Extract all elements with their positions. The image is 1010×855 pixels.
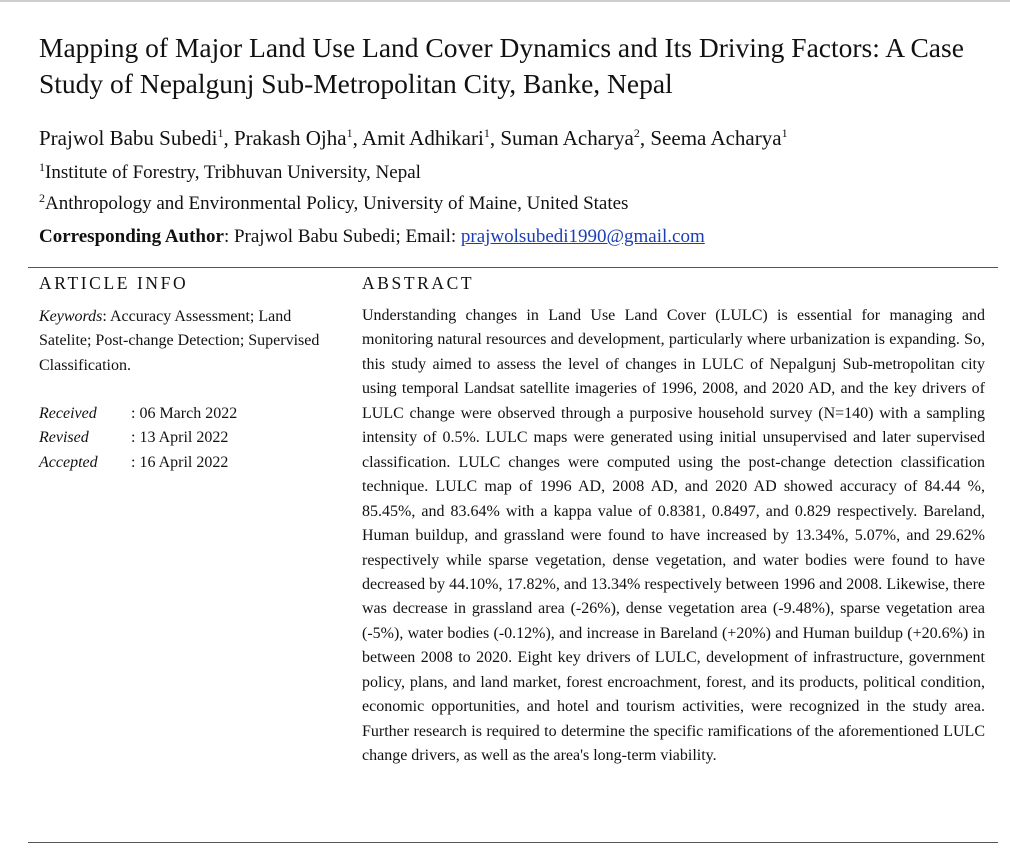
author-affiliation-mark: 1: [483, 126, 490, 140]
keywords-label: Keywords: [39, 308, 103, 325]
author-name: Seema Acharya: [650, 126, 782, 150]
affiliation-2: [39, 191, 628, 217]
date-label: Accepted: [39, 453, 98, 471]
article-dates: [39, 402, 237, 475]
affiliation-number: 2: [39, 191, 45, 205]
email-link[interactable]: prajwolsubedi1990@gmail.com: [460, 226, 705, 247]
date-accepted: [39, 451, 237, 475]
keywords: [39, 305, 339, 378]
top-divider: [0, 0, 1010, 2]
date-received: [39, 402, 237, 426]
date-value: : 16 April 2022: [131, 453, 229, 471]
abstract-heading: ABSTRACT: [362, 273, 475, 293]
affiliation-text: Anthropology and Environmental Policy, University of Maine, United States: [45, 193, 629, 214]
author-name: Amit Adhikari: [361, 126, 484, 150]
author-separator: ,: [489, 126, 501, 150]
author-affiliation-mark: 1: [781, 126, 788, 140]
author-list: [39, 124, 788, 152]
corresponding-label: Corresponding Author: [39, 226, 224, 247]
section-divider: [28, 267, 998, 268]
author-affiliation-mark: 2: [633, 126, 640, 140]
author-name: Prakash Ojha: [234, 126, 347, 150]
date-value: : 06 March 2022: [131, 405, 238, 422]
author-separator: ,: [352, 126, 362, 150]
corresponding-text: : Prajwol Babu Subedi; Email:: [223, 226, 461, 247]
affiliation-text: Institute of Forestry, Tribhuvan University, Nepal: [45, 162, 421, 183]
date-label: Revised: [39, 429, 89, 447]
bottom-divider: [28, 842, 998, 843]
affiliation-1: [39, 160, 421, 186]
article-info-heading: ARTICLE INFO: [39, 273, 189, 293]
affiliation-number: 1: [39, 160, 45, 174]
author-name: Prajwol Babu Subedi: [39, 126, 218, 150]
author-affiliation-mark: 1: [346, 126, 353, 140]
author-separator: ,: [223, 126, 234, 150]
author-separator: ,: [639, 126, 651, 150]
date-revised: [39, 426, 237, 450]
date-value: : 13 April 2022: [131, 429, 229, 447]
corresponding-author: [39, 224, 705, 250]
author-name: Suman Acharya: [500, 126, 634, 150]
paper-title: Mapping of Major Land Use Land Cover Dynamics and Its Driving Factors: A Case Study of Nepalgunj Sub-Metropolitan City, Banke, Nepal: [39, 32, 964, 99]
date-label: Received: [39, 405, 97, 422]
keywords-text: : Accuracy Assessment; Land Satelite; Post-change Detection; Supervised Classification.: [39, 308, 320, 374]
abstract-text: Understanding changes in Land Use Land Cover (LULC) is essential for managing and monitoring natural resources and development, particularly where urbanization is expanding. So, this study aimed to assess the level of changes in LULC of Nepalgunj Sub-metropolitan city using temporal Landsat satellite imageries of 1996, 2008, and 2020 AD, and the key drivers of LULC change were observed through a purposive household survey (N=140) with a sampling intensity of 0.5%. LULC maps were generated using initial unsupervised and later supervised classification. LULC changes were computed using the post-change detection classification technique. LULC map of 1996 AD, 2008 AD, and 2020 AD showed accuracy of 84.44 %, 85.45%, and 83.64% with a kappa value of 0.8381, 0.8497, and 0.829 respectively. Bareland, Human buildup, and grassland were found to have increased by 13.34%, 5.07%, and 29.62% respectively while sparse vegetation, dense vegetation, and water bodies were found to have decreased by 44.10%, 17.82%, and 13.34% respectively between 1996 and 2008. Likewise, there was decrease in grassland area (-26%), dense vegetation area (-9.48%), sparse vegetation area (-5%), water bodies (-0.12%), and increase in Bareland (+20%) and Human buildup (+20.6%) in between 2008 to 2020. Eight key drivers of LULC, development of infrastructure, government policy, plans, and land market, forest encroachment, forest, and its products, political condition, economic opportunities, and hotel and tourism activities, were recognized in the study area. Further research is required to determine the specific ramifications of the aforementioned LULC change drivers, as well as the area's long-term viability.: [362, 307, 985, 765]
author-affiliation-mark: 1: [217, 126, 224, 140]
